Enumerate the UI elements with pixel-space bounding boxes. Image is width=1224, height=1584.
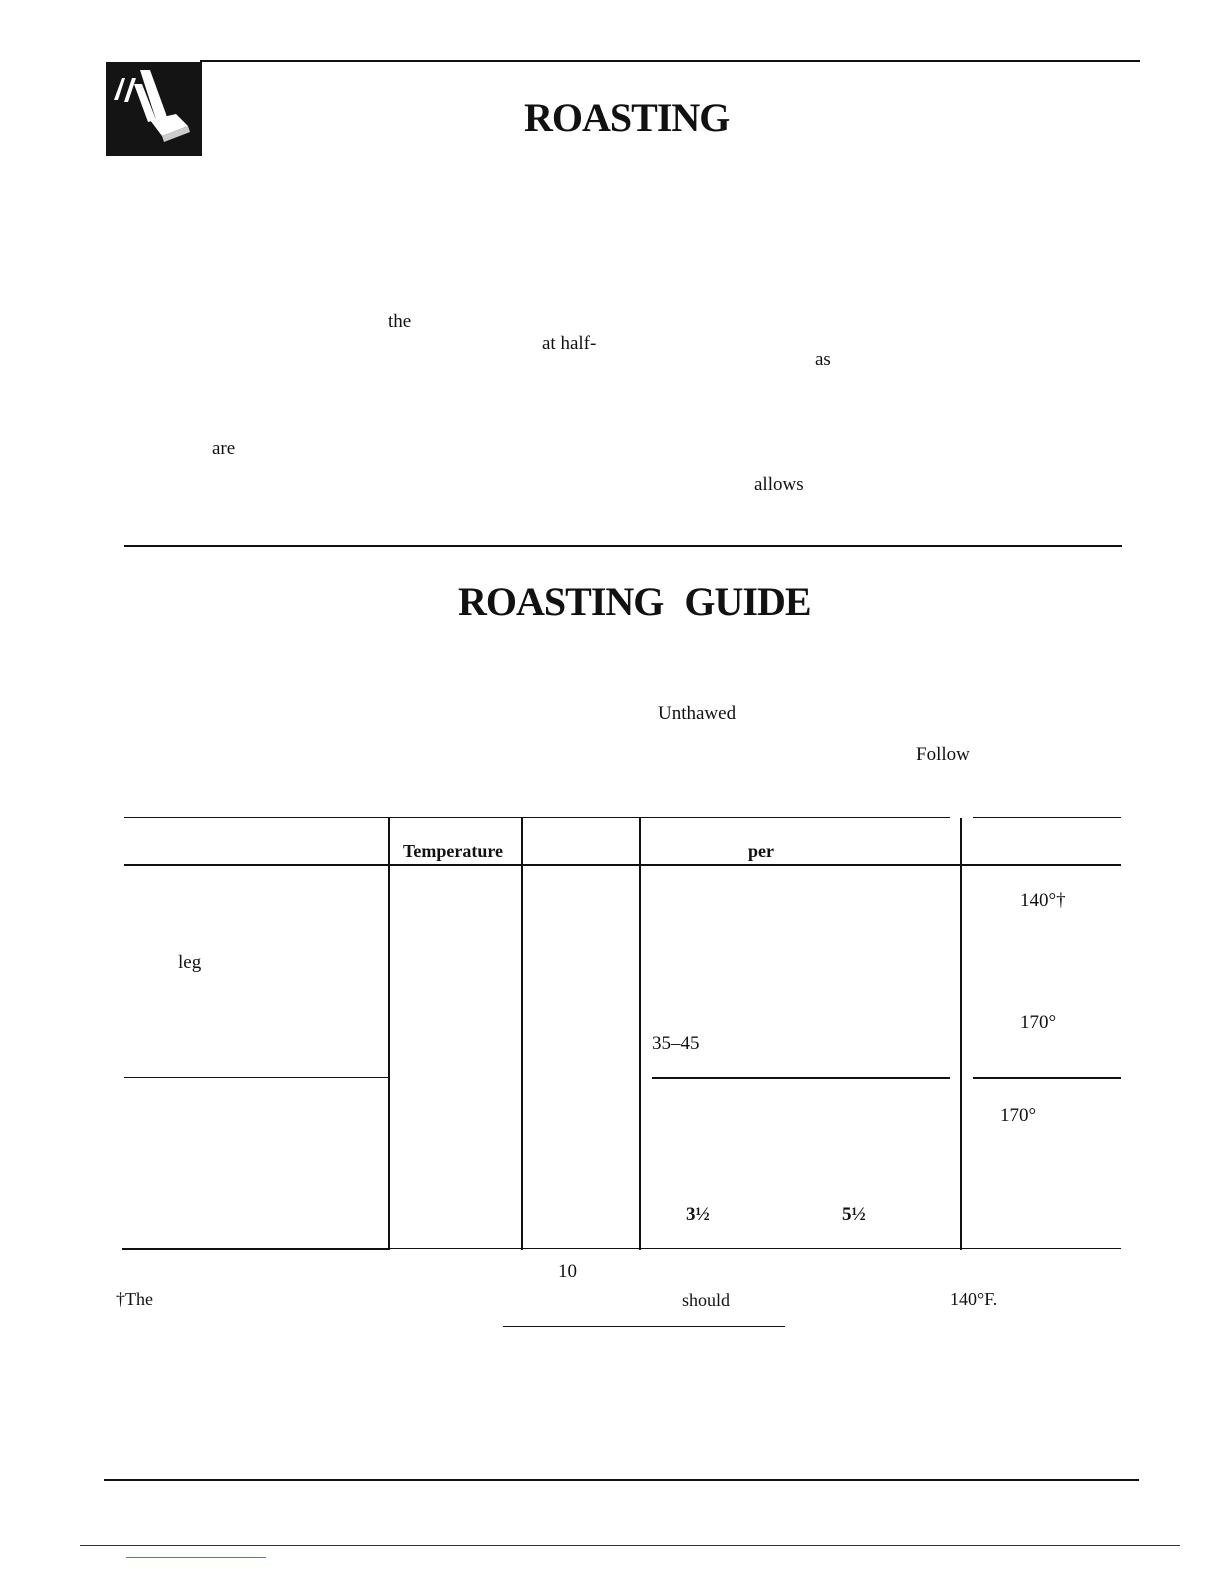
row1-temp-a: 140°† xyxy=(1020,890,1066,911)
intro-fragment: are xyxy=(212,438,236,459)
guide-note: Unthawed xyxy=(658,703,737,724)
header-bottom-rule xyxy=(124,864,1121,866)
intro-fragment: allows xyxy=(754,474,804,495)
footnote-temp: 140°F. xyxy=(950,1289,998,1309)
column-divider xyxy=(521,818,523,1250)
bottom-rule-thin xyxy=(80,1545,1180,1546)
guide-title: ROASTING GUIDE xyxy=(458,579,811,624)
row1-temp-b: 170° xyxy=(1020,1012,1057,1033)
table-top-rule xyxy=(124,817,950,818)
footnote-dagger: †The xyxy=(116,1289,153,1309)
top-rule xyxy=(200,60,1140,62)
table-bottom-rule xyxy=(122,1248,388,1250)
guide-note: Follow xyxy=(916,744,970,765)
row1-label: leg xyxy=(178,952,202,973)
row2-temp: 170° xyxy=(1000,1105,1037,1126)
row-divider xyxy=(973,1077,1121,1079)
row2-weight-a: 3½ xyxy=(686,1204,710,1225)
footnote-should: should xyxy=(682,1290,731,1310)
column-divider xyxy=(960,818,962,1250)
intro-fragment: as xyxy=(815,349,831,370)
intro-fragment: at half- xyxy=(542,333,597,354)
row1-time: 35–45 xyxy=(652,1033,700,1054)
table-bottom-rule xyxy=(388,1248,1121,1249)
row2-weight-b: 5½ xyxy=(842,1204,866,1225)
header-temperature: Temperature xyxy=(403,841,503,861)
bottom-rule xyxy=(104,1479,1139,1481)
row-divider xyxy=(124,1077,389,1078)
header-per: per xyxy=(748,841,774,861)
bottom-accent-rule xyxy=(126,1557,266,1558)
page-title: ROASTING xyxy=(524,95,730,140)
intro-fragment: the xyxy=(388,311,412,332)
footnote-rule xyxy=(503,1326,785,1327)
footnote-number: 10 xyxy=(558,1261,577,1282)
section-divider xyxy=(124,545,1122,547)
column-divider xyxy=(639,818,641,1250)
table-top-rule-right xyxy=(973,817,1121,818)
row-divider xyxy=(652,1077,950,1079)
column-divider xyxy=(388,818,390,1250)
hand-pressing-button-icon xyxy=(106,62,202,156)
